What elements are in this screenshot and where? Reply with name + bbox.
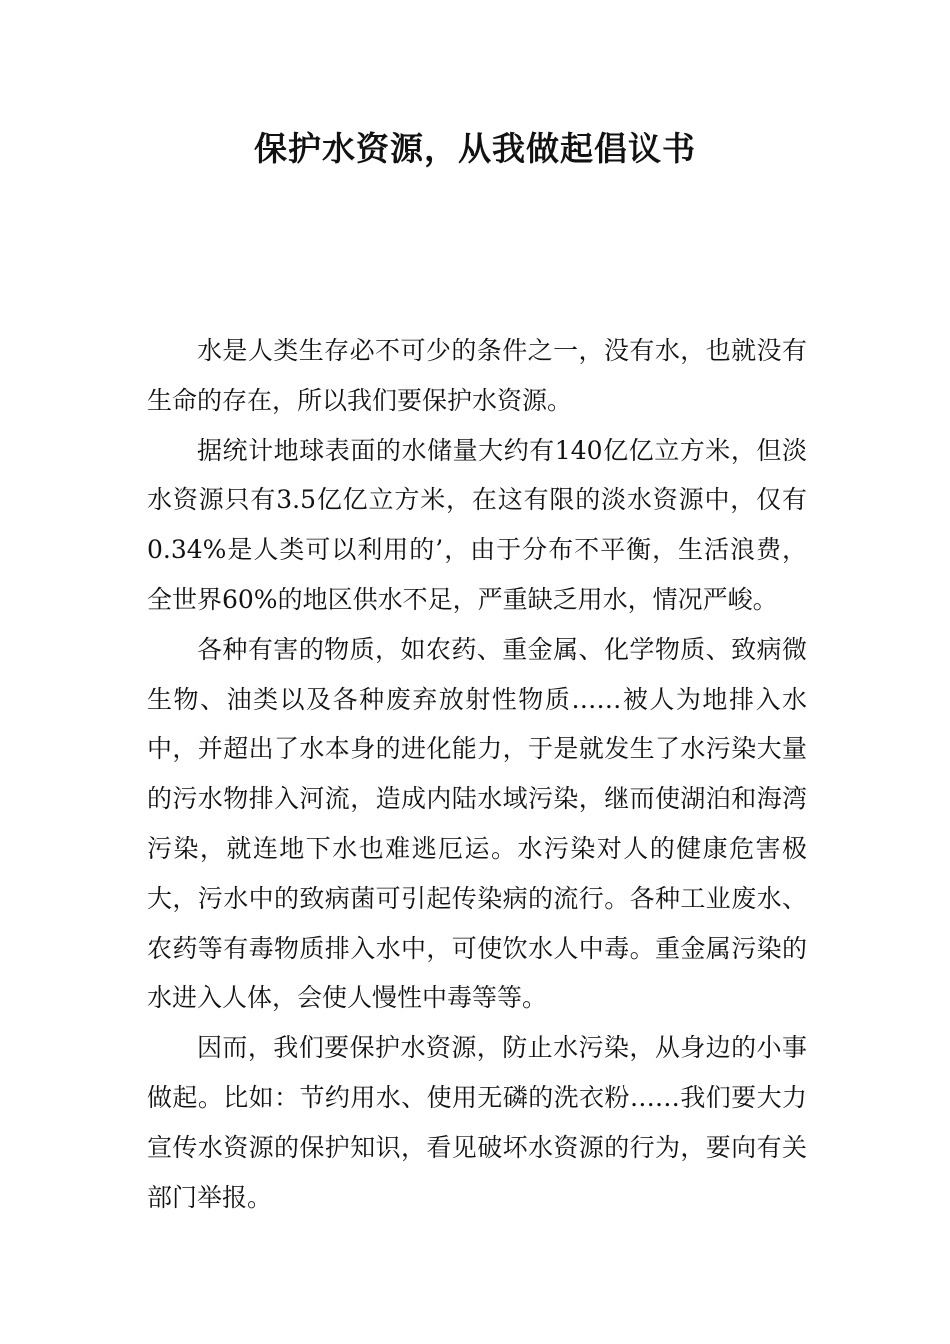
paragraph-4: 因而，我们要保护水资源，防止水污染，从身边的小事做起。比如：节约用水、使用无磷的洗衣粉……我们要大力宣传水资源的保护知识，看见破坏水资源的行为，要向有关部门举报。 [147, 1033, 807, 1212]
document-body [147, 326, 807, 1222]
paragraph-2: 据统计地球表面的水储量大约有140亿亿立方米，但淡水资源只有3.5亿亿立方米，在这有限的淡水资源中，仅有0.34%是人类可以利用的’，由于分布不平衡，生活浪费，全世界60%的地区供水不足，严重缺乏用水，情况严峻。 [147, 435, 807, 614]
paragraph-3: 各种有害的物质，如农药、重金属、化学物质、致病微生物、油类以及各种废弃放射性物质……被人为地排入水中，并超出了水本身的进化能力，于是就发生了水污染大量的污水物排入河流，造成内陆水域污染，继而使湖泊和海湾污染，就连地下水也难逃厄运。水污染对人的健康危害极大，污水中的致病菌可引起传染病的流行。各种工业废水、农药等有毒物质排入水中，可使饮水人中毒。重金属污染的水进入人体，会使人慢性中毒等等。 [147, 634, 807, 1013]
document-title: 保护水资源，从我做起倡议书 [254, 129, 696, 168]
paragraph-1: 水是人类生存必不可少的条件之一，没有水，也就没有生命的存在，所以我们要保护水资源。 [147, 336, 807, 415]
